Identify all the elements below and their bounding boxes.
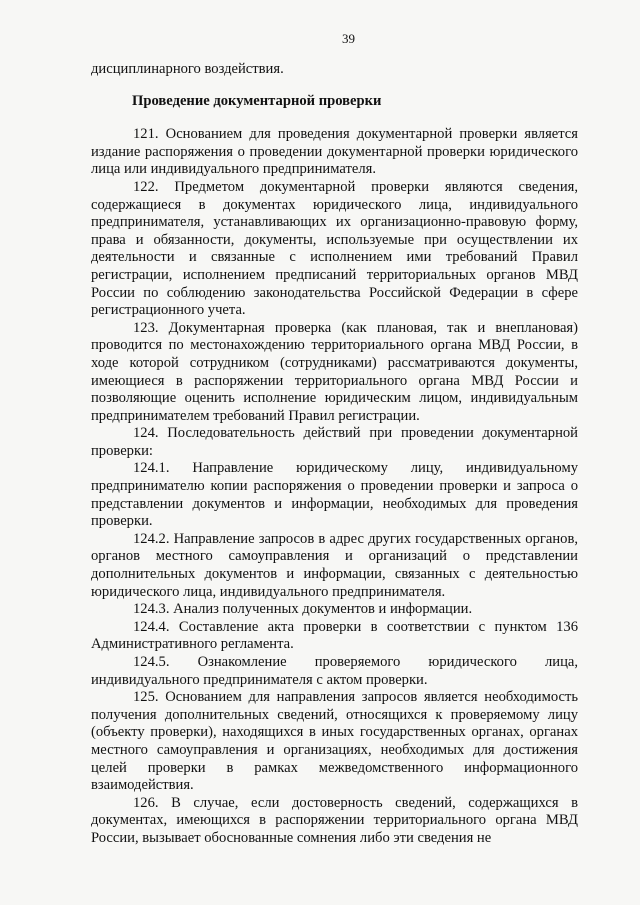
paragraph-124: 124. Последовательность действий при проведении документарной проверки:	[91, 425, 578, 459]
paragraph-125: 125. Основанием для направления запросов является необходимость получения дополнительных сведений, относящихся к проверяемому лицу (объекту проверки), находящихся в иных государственных органах, органах местного самоуправления и организациях, необходимых для достижения целей проверки в рамках межведомственного информационного взаимодействия.	[91, 689, 578, 794]
paragraph-124-5: 124.5. Ознакомление проверяемого юридического лица, индивидуального предпринимателя с актом проверки.	[91, 654, 578, 688]
paragraph-124-2: 124.2. Направление запросов в адрес других государственных органов, органов местного самоуправления и организаций о представлении дополнительных документов и информации, связанных с деятельностью юридического лица, индивидуального предпринимателя.	[91, 530, 578, 600]
paragraph-123: 123. Документарная проверка (как плановая, так и внеплановая) проводится по местонахождению территориального органа МВД России, в ходе которой сотрудником (сотрудниками) рассматриваются документы, имеющиеся в распоряжении территориального органа МВД России и позволяющие оценить исполнение юридическим лицом, индивидуальным предпринимателем требований Правил регистрации.	[91, 319, 578, 424]
paragraph-124-3: 124.3. Анализ полученных документов и информации.	[133, 601, 473, 618]
page-number: 39	[342, 31, 355, 46]
paragraph-121: 121. Основанием для проведения документарной проверки является издание распоряжения о проведении документарной проверки юридического лица или индивидуального предпринимателя.	[91, 126, 578, 178]
paragraph-124-1: 124.1. Направление юридическому лицу, индивидуальному предпринимателю копии распоряжения о проведении проверки и запроса о представлении документов и информации, необходимых для проведения проверки.	[91, 460, 578, 530]
lead-line: дисциплинарного воздействия.	[91, 61, 284, 77]
paragraph-124-4: 124.4. Составление акта проверки в соответствии с пунктом 136 Административного регламента.	[91, 618, 578, 653]
paragraph-126: 126. В случае, если достоверность сведений, содержащихся в документах, имеющихся в распоряжении территориального органа МВД России, вызывает обоснованные сомнения либо эти сведения не	[91, 794, 578, 846]
section-heading: Проведение документарной проверки	[132, 92, 382, 109]
paragraph-122: 122. Предметом документарной проверки являются сведения, содержащиеся в документах юридического лица, индивидуального предпринимателя, устанавливающих их организационно-правовую форму, права и обязанности, документы, используемые при осуществлении их деятельности и связанные с исполнением ими требований Правил регистрации, исполнением предписаний территориальных органов МВД России по соблюдению законодательства Российской Федерации в сфере регистрационного учета.	[91, 178, 578, 319]
